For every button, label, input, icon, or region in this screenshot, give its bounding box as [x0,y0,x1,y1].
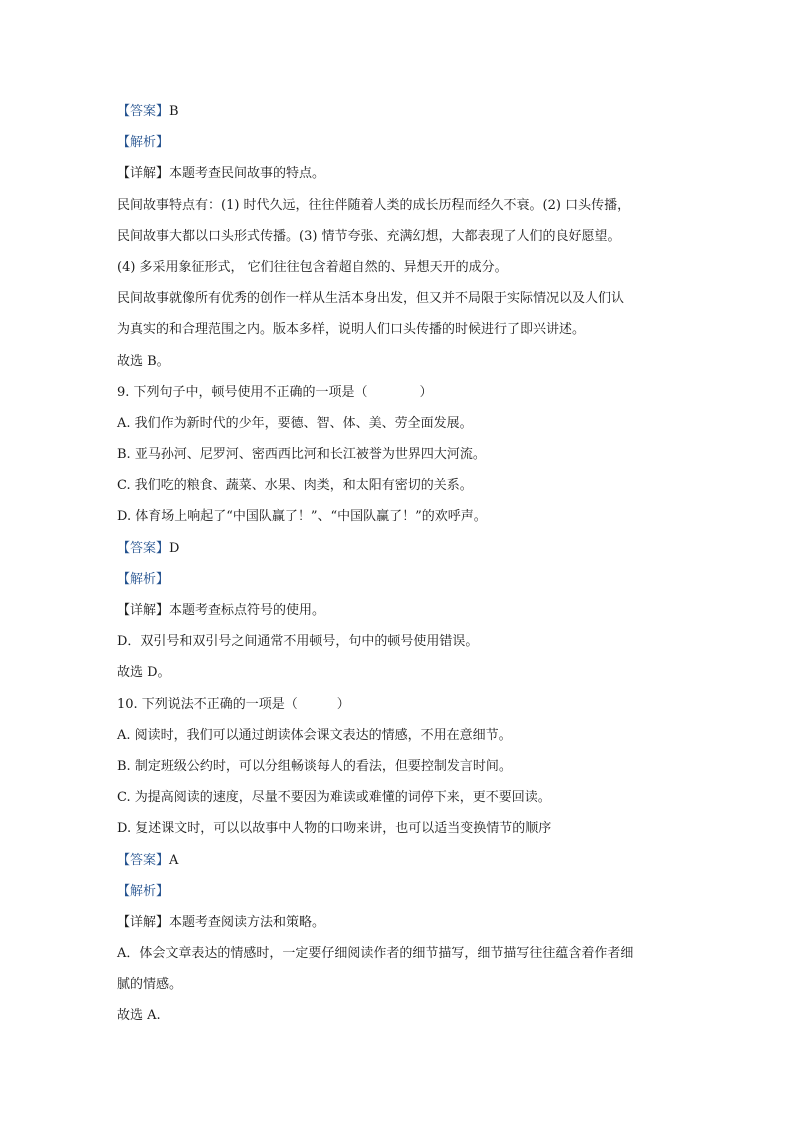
option-a: A. 阅读时，我们可以通过朗读体会课文表达的情感，不用在意细节。 [117,727,512,743]
answer-line [117,848,687,879]
analysis-line [117,879,687,910]
body-line: 为真实的和合理范围之内。版本多样，说明人们口头传播的时候进行了即兴讲述。 [117,322,586,338]
answer-line [117,99,687,130]
question-stem: 9. 下列句子中，顿号使用不正确的一项是（ ） [117,384,433,400]
option-a: A. 我们作为新时代的少年，要德、智、体、美、劳全面发展。 [117,415,473,431]
analysis-line [117,567,687,598]
conclusion-line: 故选 A. [117,1008,161,1024]
conclusion-line: 故选 D。 [117,665,171,681]
answer-line [117,536,687,567]
answer-value: A [169,852,179,868]
answer-label: 【答案】 [117,540,170,556]
detail-text: 本题考查阅读方法和策略。 [169,914,326,930]
detail-label: 【详解】 [117,914,170,930]
option-d: D. 复述课文时，可以以故事中人物的口吻来讲，也可以适当变换情节的顺序 [117,821,552,837]
detail-line [117,910,687,941]
body-line: 民间故事特点有：(1) 时代久远，往往伴随着人类的成长历程而经久不衰。(2) 口头传播， [117,197,631,213]
body-line: (4) 多采用象征形式， 它们往往包含着超自然的、异想天开的成分。 [117,259,508,275]
detail-label: 【详解】 [117,166,170,182]
analysis-label: 【解析】 [117,135,170,151]
explain-line: A．体会文章表达的情感时，一定要仔细阅读作者的细节描写，细节描写往往蕴含着作者细 [117,946,634,962]
detail-line [117,161,687,192]
answer-label: 【答案】 [117,104,170,119]
analysis-line [117,130,687,161]
body-line: 民间故事就像所有优秀的创作一样从生活本身出发，但又并不局限于实际情况以及人们认 [117,291,625,307]
body-line: 民间故事大都以口头形式传播。(3) 情节夸张、充满幻想，大都表现了人们的良好愿望。 [117,228,621,244]
explain-line: D．双引号和双引号之间通常不用顿号，句中的顿号使用错误。 [117,634,479,650]
conclusion-line: 故选 B。 [117,353,170,369]
detail-text: 本题考查标点符号的使用。 [169,603,326,618]
detail-line [117,598,687,629]
answer-value: D [169,540,180,556]
option-d: D. 体育场上响起了“中国队赢了！”、“中国队赢了！”的欢呼声。 [117,509,487,525]
analysis-label: 【解析】 [117,571,170,587]
analysis-label: 【解析】 [117,883,170,899]
option-c: C. 为提高阅读的速度，尽量不要因为难读或难懂的词停下来，更不要回读。 [117,790,551,806]
document-page [117,99,687,1035]
answer-value: B [169,104,179,119]
detail-text: 本题考查民间故事的特点。 [169,166,326,182]
answer-label: 【答案】 [117,852,170,868]
option-b: B. 制定班级公约时，可以分组畅谈每人的看法，但要控制发言时间。 [117,758,512,774]
explain-line: 腻的情感。 [117,977,183,993]
option-c: C. 我们吃的粮食、蔬菜、水果、肉类，和太阳有密切的关系。 [117,478,473,494]
question-stem: 10. 下列说法不正确的一项是（ ） [117,696,350,712]
option-b: B. 亚马孙河、尼罗河、密西西比河和长江被誉为世界四大河流。 [117,447,486,463]
detail-label: 【详解】 [117,603,170,618]
